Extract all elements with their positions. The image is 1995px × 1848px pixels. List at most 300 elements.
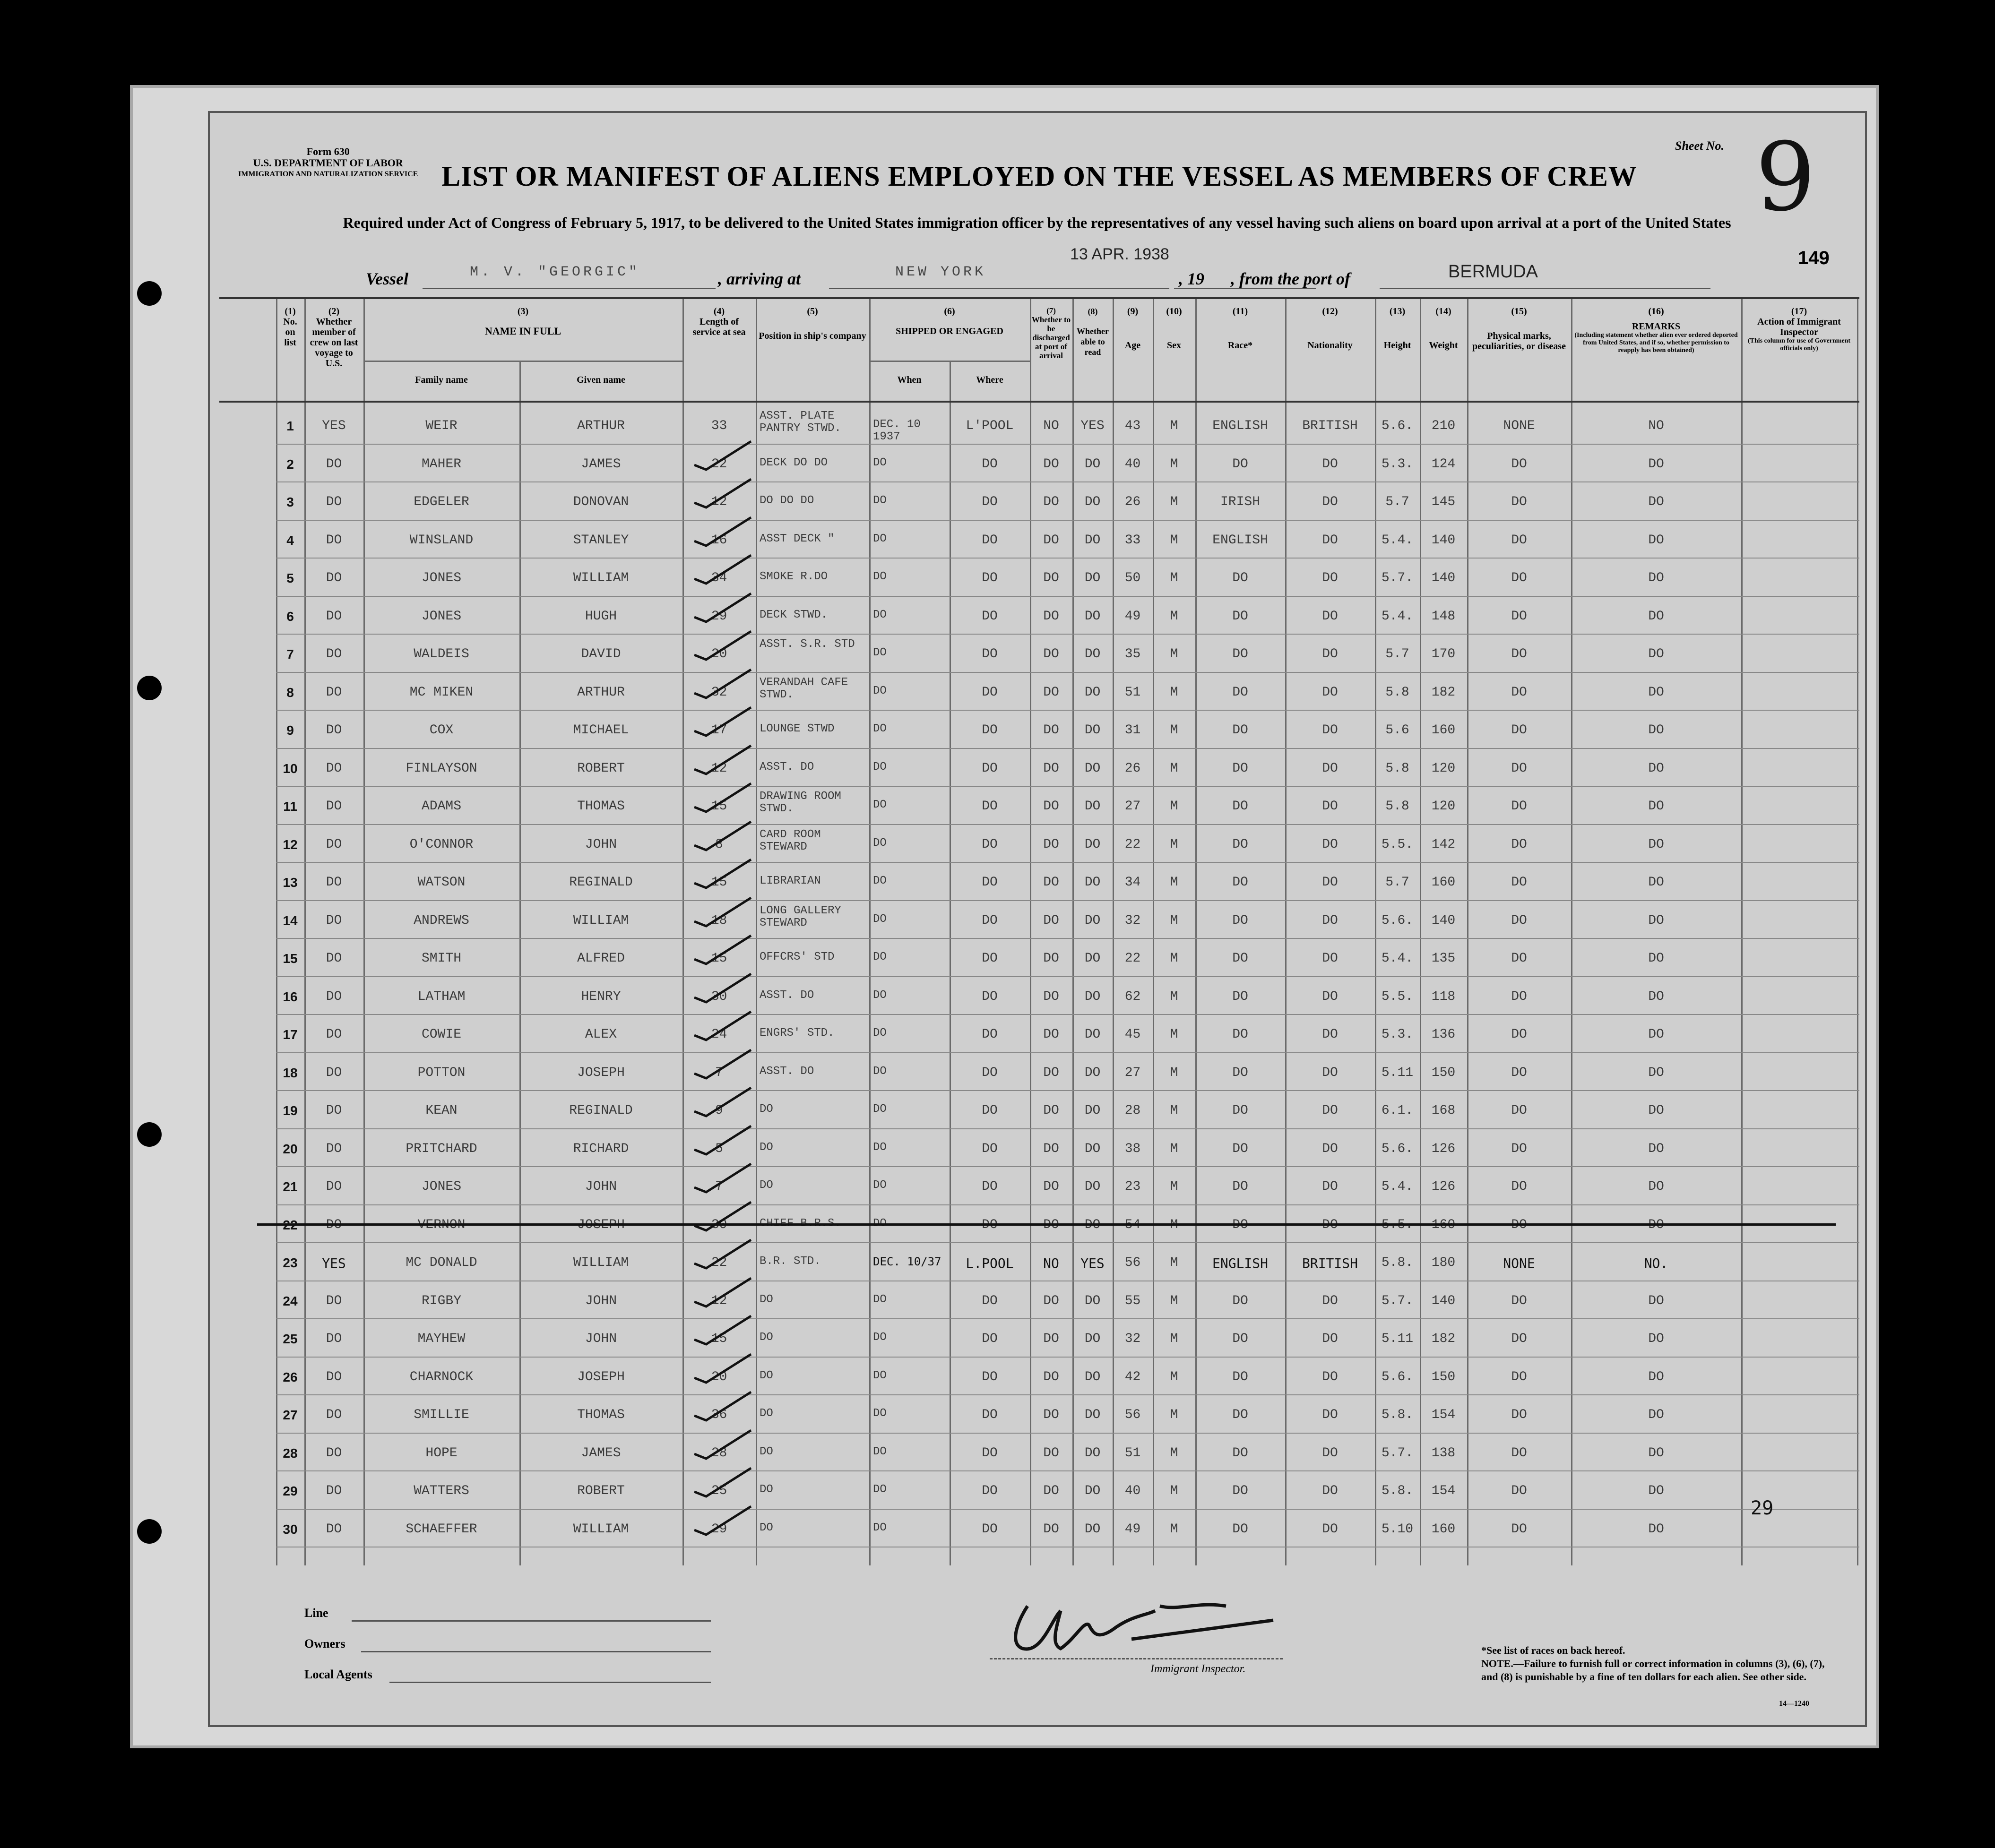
cell-voyage: DO [326, 799, 342, 814]
sheet-number-label: Sheet No. [1675, 139, 1724, 153]
cell-marks: DO [1511, 1521, 1527, 1537]
cell-where: DO [982, 647, 998, 662]
cell-family: SMITH [421, 951, 461, 966]
cell-position: LOUNGE STWD [760, 722, 835, 735]
cell-race: DO [1232, 1521, 1248, 1537]
cell-read: DO [1084, 533, 1101, 548]
cell-weight: 138 [1431, 1445, 1456, 1461]
form-number: Form 630 [306, 146, 350, 157]
row-rule [276, 938, 1859, 939]
cell-given: THOMAS [577, 1408, 625, 1422]
cell-no: 12 [283, 837, 298, 852]
cell-age: 34 [1124, 875, 1141, 890]
cell-where: DO [982, 609, 998, 624]
cell-given: RICHARD [573, 1141, 629, 1156]
cell-race: DO [1232, 1332, 1248, 1346]
row-rule [276, 558, 1859, 559]
cell-no: 14 [283, 913, 298, 928]
cell-remarks: DO [1648, 1293, 1664, 1308]
cell-height: 5.5. [1381, 1217, 1414, 1232]
cell-voyage: DO [326, 1179, 342, 1194]
cell-remarks: DO [1648, 1332, 1664, 1346]
cell-race: IRISH [1220, 495, 1260, 509]
cell-age: 55 [1124, 1293, 1141, 1308]
cell-when: DO [873, 1027, 887, 1040]
cell-read: DO [1084, 456, 1101, 472]
cell-voyage: YES [322, 1255, 346, 1271]
cell-discharged: DO [1043, 1027, 1059, 1042]
checkmark-icon [692, 819, 753, 852]
binder-hole [137, 1519, 162, 1544]
cell-family: LATHAM [417, 989, 466, 1004]
row-rule [276, 672, 1859, 673]
cell-given: JAMES [581, 1445, 621, 1461]
cell-no: 15 [283, 951, 298, 966]
cell-no: 29 [283, 1484, 298, 1498]
cell-weight: 140 [1431, 533, 1456, 548]
cell-height: 5.4. [1381, 1179, 1414, 1194]
cell-age: 40 [1124, 456, 1141, 472]
cell-weight: 135 [1431, 951, 1456, 966]
cell-service: 16 [711, 533, 727, 548]
cell-remarks: DO [1648, 647, 1664, 662]
cell-read: DO [1084, 1103, 1101, 1118]
row-rule [276, 481, 1859, 482]
cell-position: ASST. DO [760, 1065, 814, 1078]
cell-voyage: YES [322, 419, 346, 433]
cell-height: 5.11 [1381, 1065, 1414, 1080]
cell-given: JOHN [585, 837, 617, 852]
cell-marks: DO [1511, 1445, 1527, 1461]
cell-family: PRITCHARD [406, 1141, 477, 1156]
cell-sex: M [1170, 1103, 1178, 1118]
cell-sex: M [1170, 1332, 1178, 1346]
cell-where: DO [982, 1332, 998, 1346]
cell-weight: 210 [1431, 419, 1456, 433]
cell-marks: DO [1511, 495, 1527, 509]
cell-no: 5 [286, 571, 294, 585]
inspector-label: Immigrant Inspector. [1150, 1663, 1246, 1675]
cell-marks: DO [1511, 1484, 1527, 1498]
checkmark-icon [692, 1161, 753, 1195]
cell-where: DO [982, 951, 998, 966]
checkmark-icon [692, 667, 753, 700]
cell-nationality: DO [1322, 837, 1338, 852]
cell-race: ENGLISH [1212, 419, 1268, 433]
cell-marks: NONE [1503, 1255, 1535, 1271]
row-rule [276, 1433, 1859, 1434]
cell-nationality: DO [1322, 1369, 1338, 1384]
cell-voyage: DO [326, 1141, 342, 1156]
cell-voyage: DO [326, 1293, 342, 1308]
cell-sex: M [1170, 1065, 1178, 1080]
cell-marks: DO [1511, 1179, 1527, 1194]
cell-position: DO [760, 1521, 773, 1534]
cell-age: 31 [1124, 723, 1141, 738]
cell-marks: DO [1511, 1141, 1527, 1156]
row-rule [276, 710, 1859, 711]
cell-height: 5.8 [1385, 761, 1409, 776]
cell-position: DO [760, 1103, 773, 1116]
cell-sex: M [1170, 1141, 1178, 1156]
checkmark-icon [692, 781, 753, 814]
cell-read: YES [1080, 419, 1105, 433]
cell-age: 49 [1124, 609, 1141, 624]
cell-position: CHIEF B.R.S. [760, 1217, 841, 1230]
cell-voyage: DO [326, 723, 342, 738]
checkmark-icon [692, 439, 753, 472]
cell-remarks: DO [1648, 1027, 1664, 1042]
checkmark-icon [692, 1009, 753, 1042]
cell-voyage: DO [326, 495, 342, 509]
cell-when: DO [873, 456, 887, 469]
cell-voyage: DO [326, 571, 342, 585]
cell-remarks: DO [1648, 1369, 1664, 1384]
arriving-label: , arriving at [718, 269, 801, 288]
cell-when: DO [873, 722, 887, 735]
cell-height: 5.8. [1381, 1484, 1414, 1498]
cell-discharged: DO [1043, 761, 1059, 776]
cell-sex: M [1170, 723, 1178, 738]
checkmark-icon [692, 743, 753, 776]
cell-race: DO [1232, 1027, 1248, 1042]
cell-remarks: DO [1648, 799, 1664, 814]
cell-where: DO [982, 875, 998, 890]
cell-marks: DO [1511, 571, 1527, 585]
cell-no: 20 [283, 1141, 298, 1156]
form-code: 14—1240 [1779, 1700, 1809, 1708]
cell-nationality: DO [1322, 571, 1338, 585]
cell-sex: M [1170, 1293, 1178, 1308]
cell-sex: M [1170, 951, 1178, 966]
cell-read: DO [1084, 875, 1101, 890]
cell-nationality: DO [1322, 1027, 1338, 1042]
cell-nationality: DO [1322, 1217, 1338, 1232]
cell-weight: 126 [1431, 1141, 1456, 1156]
cell-family: ADAMS [421, 799, 461, 814]
cell-weight: 150 [1431, 1065, 1456, 1080]
cell-nationality: DO [1322, 1521, 1338, 1537]
checkmark-icon [692, 1085, 753, 1118]
cell-weight: 142 [1431, 837, 1456, 852]
cell-read: DO [1084, 1521, 1101, 1537]
cell-height: 5.5. [1381, 989, 1414, 1004]
cell-service: 17 [711, 723, 727, 738]
cell-weight: 145 [1431, 495, 1456, 509]
cell-age: 54 [1124, 1217, 1141, 1232]
cell-no: 1 [286, 419, 294, 433]
binder-hole [137, 1122, 162, 1147]
cell-family: MAYHEW [417, 1332, 466, 1346]
cell-position: DO [760, 1141, 773, 1154]
row-rule [276, 1509, 1859, 1510]
cell-nationality: DO [1322, 1141, 1338, 1156]
cell-read: DO [1084, 1179, 1101, 1194]
checkmark-icon [692, 705, 753, 738]
cell-sex: M [1170, 1217, 1178, 1232]
cell-where: DO [982, 1065, 998, 1080]
cell-given: REGINALD [569, 875, 633, 890]
cell-marks: DO [1511, 1332, 1527, 1346]
cell-service: 22 [711, 456, 727, 472]
cell-when: DO [873, 760, 887, 774]
cell-discharged: DO [1043, 989, 1059, 1004]
cell-discharged: DO [1043, 1332, 1059, 1346]
cell-nationality: DO [1322, 1445, 1338, 1461]
checkmark-icon [692, 1390, 753, 1423]
manifest-form [208, 111, 1867, 1727]
cell-voyage: DO [326, 951, 342, 966]
cell-read: DO [1084, 1293, 1101, 1308]
cell-when: DO [873, 912, 887, 926]
cell-position: DO [760, 1407, 773, 1420]
checkmark-icon [692, 1504, 753, 1537]
cell-service: 32 [711, 685, 727, 700]
cell-service: 30 [711, 989, 727, 1004]
cell-service: 7 [715, 1065, 723, 1080]
cell-marks: DO [1511, 609, 1527, 624]
cell-marks: DO [1511, 799, 1527, 814]
cell-read: DO [1084, 1332, 1101, 1346]
cell-given: ARTHUR [577, 685, 625, 700]
cell-nationality: DO [1322, 456, 1338, 472]
cell-family: HOPE [425, 1445, 458, 1461]
cell-position: CARD ROOM STEWARD [760, 828, 821, 853]
cell-discharged: DO [1043, 1445, 1059, 1461]
cell-service: 7 [715, 1179, 723, 1194]
cell-position: ENGRS' STD. [760, 1027, 835, 1040]
cell-discharged: DO [1043, 1141, 1059, 1156]
cell-marks: DO [1511, 1293, 1527, 1308]
row-rule [276, 596, 1859, 597]
cell-read: DO [1084, 723, 1101, 738]
cell-marks: NONE [1503, 419, 1535, 433]
cell-where: DO [982, 495, 998, 509]
cell-voyage: DO [326, 1103, 342, 1118]
cell-given: ALFRED [577, 951, 625, 966]
cell-nationality: DO [1322, 1332, 1338, 1346]
inspector-line [990, 1658, 1283, 1659]
cell-sex: M [1170, 533, 1178, 548]
form-footer [219, 1573, 1859, 1715]
cell-discharged: DO [1043, 875, 1059, 890]
cell-voyage: DO [326, 989, 342, 1004]
cell-age: 38 [1124, 1141, 1141, 1156]
cell-given: REGINALD [569, 1103, 633, 1118]
cell-height: 5.8 [1385, 799, 1409, 814]
cell-race: DO [1232, 913, 1248, 928]
cell-sex: M [1170, 799, 1178, 814]
cell-weight: 140 [1431, 913, 1456, 928]
cell-age: 45 [1124, 1027, 1141, 1042]
cell-voyage: DO [326, 1445, 342, 1461]
handwritten-tally: 29 [1751, 1497, 1774, 1519]
cell-position: DO DO DO [760, 494, 814, 507]
cell-voyage: DO [326, 647, 342, 662]
cell-where: DO [982, 456, 998, 472]
cell-no: 11 [283, 799, 297, 814]
cell-age: 51 [1124, 685, 1141, 700]
cell-given: ALEX [585, 1027, 617, 1042]
cell-weight: 148 [1431, 609, 1456, 624]
row-rule [276, 1204, 1859, 1205]
cell-where: DO [982, 1217, 998, 1232]
from-port-label: , from the port of [1231, 269, 1351, 288]
cell-weight: 154 [1431, 1484, 1456, 1498]
cell-nationality: DO [1322, 913, 1338, 928]
cell-family: WATSON [417, 875, 466, 890]
cell-given: JOHN [585, 1179, 617, 1194]
cell-voyage: DO [326, 1369, 342, 1384]
cell-height: 5.7. [1381, 571, 1414, 585]
cell-no: 6 [286, 609, 294, 624]
cell-read: DO [1084, 951, 1101, 966]
cell-given: JOSEPH [577, 1369, 625, 1384]
cell-height: 5.4. [1381, 951, 1414, 966]
row-rule [276, 1318, 1859, 1319]
cell-where: DO [982, 1293, 998, 1308]
cell-when: DO [873, 951, 887, 963]
cell-no: 13 [283, 875, 298, 890]
cell-where: DO [982, 989, 998, 1004]
cell-age: 33 [1124, 533, 1141, 548]
cell-position: LONG GALLERY STEWARD [760, 904, 841, 929]
cell-when: DO [873, 494, 887, 507]
cell-voyage: DO [326, 685, 342, 700]
cell-position: ASST. DO [760, 988, 814, 1002]
cell-weight: 126 [1431, 1179, 1456, 1194]
cell-family: JONES [421, 609, 461, 624]
cell-given: WILLIAM [573, 1255, 629, 1270]
row-rule [276, 748, 1859, 749]
cell-when: DO [873, 1141, 887, 1154]
cell-where: DO [982, 1484, 998, 1498]
cell-marks: DO [1511, 685, 1527, 700]
cell-marks: DO [1511, 1217, 1527, 1232]
row-rule [276, 862, 1859, 863]
cell-height: 5.7 [1385, 495, 1409, 509]
cell-no: 10 [283, 761, 298, 776]
cell-sex: M [1170, 456, 1178, 472]
col-divider [1741, 299, 1743, 1565]
cell-read: DO [1084, 495, 1101, 509]
cell-read: DO [1084, 1445, 1101, 1461]
binder-hole [137, 676, 162, 700]
cell-weight: 120 [1431, 799, 1456, 814]
cell-when: DO [873, 1103, 887, 1116]
cell-age: 40 [1124, 1484, 1141, 1498]
row-rule [276, 900, 1859, 901]
cell-height: 5.7. [1381, 1293, 1414, 1308]
cell-sex: M [1170, 609, 1178, 624]
cell-service: 34 [711, 571, 727, 585]
checkmark-icon [692, 553, 753, 586]
service-name: IMMIGRATION AND NATURALIZATION SERVICE [238, 170, 418, 178]
cell-position: LIBRARIAN [760, 875, 821, 887]
cell-discharged: DO [1043, 913, 1059, 928]
col-header-15: (15) Physical marks, peculiarities, or disease [1472, 306, 1566, 352]
checkmark-icon [692, 1466, 753, 1499]
cell-nationality: DO [1322, 989, 1338, 1004]
cell-remarks: DO [1648, 571, 1664, 585]
cell-discharged: DO [1043, 837, 1059, 852]
row-rule [276, 444, 1859, 445]
shipped-where-header: Where [976, 375, 1003, 385]
cell-age: 22 [1124, 951, 1141, 966]
col-header-11: (11) Race* [1227, 306, 1253, 351]
cell-when: DO [873, 532, 887, 545]
checkmark-icon [692, 971, 753, 1005]
cell-no: 23 [283, 1255, 298, 1270]
cell-service: 18 [711, 913, 727, 928]
row-rule [276, 1394, 1859, 1395]
cell-where: DO [982, 685, 998, 700]
cell-when: DO [873, 1065, 887, 1078]
cell-service: 12 [711, 761, 727, 776]
cell-read: DO [1084, 571, 1101, 585]
strikethrough-line [257, 1223, 1836, 1226]
row-rule [276, 1357, 1859, 1358]
crew-table [219, 297, 1859, 1565]
cell-sex: M [1170, 1255, 1178, 1270]
cell-sex: M [1170, 1445, 1178, 1461]
cell-discharged: DO [1043, 1065, 1059, 1080]
cell-no: 26 [283, 1369, 298, 1384]
cell-no: 4 [286, 533, 294, 548]
cell-race: DO [1232, 685, 1248, 700]
cell-given: DONOVAN [573, 495, 629, 509]
cell-sex: M [1170, 571, 1178, 585]
cell-age: 27 [1124, 799, 1141, 814]
cell-age: 26 [1124, 761, 1141, 776]
cell-voyage: DO [326, 609, 342, 624]
penalty-note: NOTE.—Failure to furnish full or correct information in columns (3), (6), (7), and (8) is punishable by a fine of ten dollars for each alien. See other side. [1481, 1658, 1825, 1683]
cell-given: JOHN [585, 1293, 617, 1308]
row-rule [276, 1470, 1859, 1471]
cell-family: O'CONNOR [409, 837, 474, 852]
cell-when: DO [873, 1445, 887, 1458]
cell-no: 22 [283, 1217, 298, 1232]
cell-height: 5.7 [1385, 875, 1409, 890]
cell-weight: 150 [1431, 1369, 1456, 1384]
cell-height: 5.6. [1381, 1141, 1414, 1156]
cell-age: 27 [1124, 1065, 1141, 1080]
cell-position: DO [760, 1293, 773, 1306]
cell-height: 5.4. [1381, 533, 1414, 548]
cell-age: 43 [1124, 419, 1141, 433]
checkmark-icon [692, 1428, 753, 1461]
cell-race: DO [1232, 761, 1248, 776]
cell-read: DO [1084, 989, 1101, 1004]
cell-read: DO [1084, 1408, 1101, 1422]
cell-position: ASST. S.R. STD [760, 638, 855, 651]
cell-voyage: DO [326, 913, 342, 928]
cell-voyage: DO [326, 1408, 342, 1422]
vessel-name: M. V. "GEORGIC" [470, 264, 640, 280]
cell-remarks: DO [1648, 1141, 1664, 1156]
cell-weight: 182 [1431, 685, 1456, 700]
from-port: BERMUDA [1448, 262, 1538, 282]
year-label: , 19 [1179, 269, 1204, 288]
cell-where: DO [982, 1521, 998, 1537]
cell-sex: M [1170, 1179, 1178, 1194]
sheet-number-value: 9 [1755, 122, 1816, 232]
cell-nationality: DO [1322, 761, 1338, 776]
cell-nationality: DO [1322, 1484, 1338, 1498]
cell-race: DO [1232, 456, 1248, 472]
cell-family: MC DONALD [406, 1255, 477, 1270]
cell-no: 19 [283, 1103, 298, 1118]
